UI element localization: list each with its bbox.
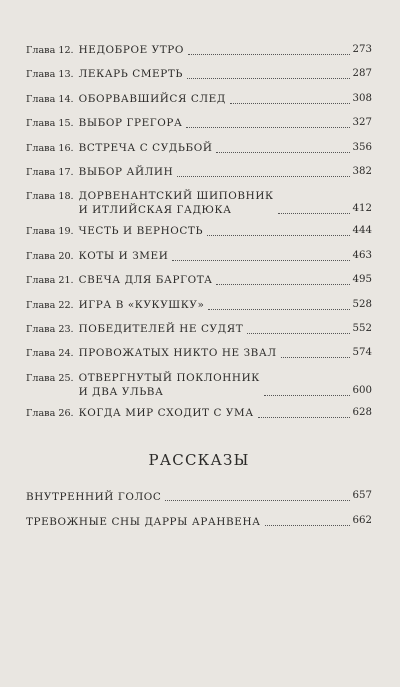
page-number: 327 — [352, 117, 372, 129]
dot-leader — [278, 203, 350, 214]
dot-leader — [177, 166, 349, 177]
entry-label — [26, 249, 168, 264]
entry-title — [79, 141, 213, 155]
toc-entry — [26, 371, 372, 399]
toc-entry — [26, 43, 372, 58]
chapter-number: Глава 14. — [26, 93, 74, 105]
toc-entry — [26, 249, 372, 264]
entry-title — [79, 371, 260, 399]
entry-title — [79, 116, 183, 130]
entry-title — [79, 346, 277, 360]
toc-entry — [26, 406, 372, 421]
page-number: 574 — [352, 347, 372, 359]
entry-title — [79, 322, 244, 336]
entry-label — [26, 141, 212, 156]
chapter-number: Глава 19. — [26, 226, 74, 238]
toc-entry — [26, 298, 372, 313]
dot-leader — [172, 250, 349, 261]
entry-label — [26, 116, 182, 131]
entry-title-line: ДОРВЕНАНТСКИЙ ШИПОВНИК — [78, 190, 274, 203]
entry-title-line: ПОБЕДИТЕЛЕЙ НЕ СУДЯТ — [78, 322, 244, 335]
entry-label — [26, 406, 254, 421]
page-number: 273 — [352, 44, 372, 55]
toc-entry — [26, 514, 372, 529]
toc-entry — [26, 489, 372, 504]
dot-leader — [186, 117, 349, 128]
entry-title-line: ЛЕКАРЬ СМЕРТЬ — [78, 68, 183, 81]
dot-leader — [216, 274, 349, 285]
entry-title-line: ИГРА В «КУКУШКУ» — [78, 298, 205, 311]
entry-label — [26, 322, 243, 337]
entry-title — [79, 67, 183, 81]
entry-title-line: ПРОВОЖАТЫХ НИКТО НЕ ЗВАЛ — [78, 347, 277, 360]
entry-label — [26, 273, 212, 288]
page-number: 600 — [352, 384, 372, 396]
dot-leader — [207, 225, 349, 236]
chapter-number: Глава 21. — [26, 275, 74, 287]
entry-label — [26, 346, 277, 361]
entry-title-line: ЧЕСТЬ И ВЕРНОСТЬ — [78, 225, 204, 238]
chapter-number: Глава 13. — [26, 69, 74, 81]
chapter-number: Глава 22. — [26, 299, 74, 311]
entry-title — [26, 490, 161, 504]
entry-title-line: КОТЫ И ЗМЕИ — [78, 249, 169, 262]
dot-leader — [188, 44, 350, 55]
entry-label — [26, 67, 183, 82]
dot-leader — [230, 93, 350, 104]
entry-title-line: И ДВА УЛЬВА — [78, 385, 164, 398]
chapter-list — [26, 43, 372, 421]
story-list — [26, 489, 372, 529]
toc-entry — [26, 92, 372, 107]
dot-leader — [265, 515, 350, 526]
chapter-number: Глава 15. — [26, 118, 74, 130]
page-number: 628 — [352, 406, 372, 418]
toc-entry — [26, 67, 372, 82]
toc-entry — [26, 346, 372, 361]
dot-leader — [281, 347, 350, 358]
chapter-number: Глава 17. — [26, 166, 74, 178]
chapter-number: Глава 24. — [26, 348, 74, 360]
page-number: 308 — [352, 92, 372, 104]
entry-title — [79, 92, 226, 106]
entry-title-line: ОБОРВАВШИЙСЯ СЛЕД — [78, 92, 226, 105]
dot-leader — [165, 490, 349, 501]
toc-entry — [26, 116, 372, 131]
chapter-number: Глава 16. — [26, 142, 74, 154]
chapter-number: Глава 25. — [26, 372, 74, 384]
page-number: 528 — [352, 298, 372, 310]
chapter-number: Глава 23. — [26, 323, 74, 335]
entry-title — [79, 298, 205, 312]
page-number: 412 — [352, 203, 372, 215]
toc-entry — [26, 189, 372, 217]
chapter-number: Глава 26. — [26, 407, 74, 419]
entry-title — [79, 189, 274, 217]
entry-label — [26, 298, 204, 313]
entry-title — [79, 224, 203, 238]
toc-entry — [26, 224, 372, 239]
toc-entry — [26, 322, 372, 337]
page-number: 495 — [352, 274, 372, 286]
page-number: 552 — [352, 322, 372, 334]
entry-title-line: ВЫБОР ГРЕГОРА — [78, 117, 183, 130]
dot-leader — [216, 142, 349, 153]
dot-leader — [258, 407, 350, 418]
page-number: 382 — [352, 165, 372, 177]
entry-title — [79, 43, 184, 57]
page-number: 662 — [352, 514, 372, 526]
page-number: 463 — [352, 249, 372, 261]
chapter-number: Глава 12. — [26, 45, 74, 56]
chapter-number: Глава 20. — [26, 250, 74, 262]
section-heading: РАССКАЗЫ — [148, 450, 250, 469]
entry-label — [26, 371, 260, 399]
dot-leader — [247, 323, 349, 334]
toc-entry — [26, 141, 372, 156]
dot-leader — [187, 68, 350, 79]
entry-title-line: НЕДОБРОЕ УТРО — [78, 44, 185, 56]
entry-title-line: СВЕЧА ДЛЯ БАРГОТA — [78, 274, 213, 287]
toc-entry — [26, 165, 372, 180]
page-number: 657 — [352, 489, 372, 501]
page-number: 287 — [352, 68, 372, 80]
toc-entry — [26, 273, 372, 288]
entry-label — [26, 224, 203, 239]
entry-title — [26, 515, 261, 529]
entry-title-line: ВНУТРЕННИЙ ГОЛОС — [26, 490, 162, 503]
entry-label — [26, 165, 173, 180]
entry-label — [26, 515, 261, 529]
page-number: 356 — [352, 141, 372, 153]
entry-title — [79, 249, 169, 263]
entry-label — [26, 43, 184, 58]
chapter-number: Глава 18. — [26, 191, 74, 203]
entry-label — [26, 490, 161, 504]
entry-title — [79, 165, 174, 179]
entry-title-line: ОТВЕРГНУТЫЙ ПОКЛОННИК — [78, 371, 260, 384]
entry-title — [79, 273, 213, 287]
entry-title-line: ТРЕВОЖНЫЕ СНЫ ДАРРЫ АРАНВЕНА — [26, 515, 261, 528]
entry-label — [26, 92, 226, 107]
entry-title-line: ВЫБОР АЙЛИН — [78, 165, 174, 178]
entry-title-line: ВСТРЕЧА С СУДЬБОЙ — [78, 141, 213, 154]
entry-title-line: КОГДА МИР СХОДИТ С УМА — [78, 406, 254, 419]
page-number: 444 — [352, 225, 372, 237]
entry-title — [79, 406, 254, 420]
entry-label — [26, 189, 274, 217]
dot-leader — [208, 299, 349, 310]
dot-leader — [264, 385, 350, 396]
entry-title-line: И ИТЛИЙСКАЯ ГАДЮКА — [78, 204, 232, 217]
